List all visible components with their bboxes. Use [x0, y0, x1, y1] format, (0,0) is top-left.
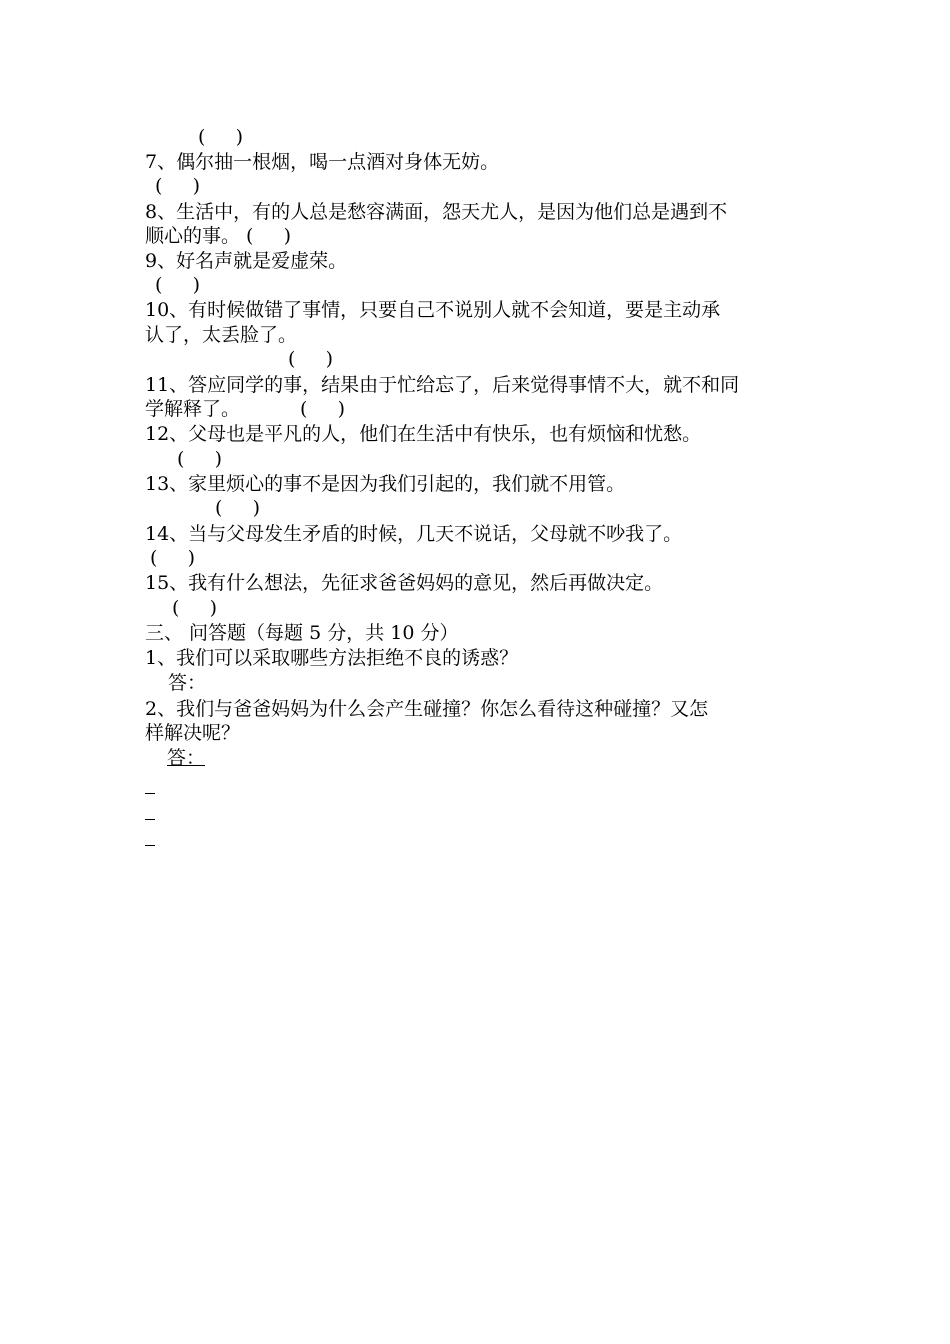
answer-blank-line [145, 793, 155, 794]
question-13: 13、家里烦心的事不是因为我们引起的，我们就不用管。 [145, 473, 626, 495]
essay-answer-label-2: 答： [167, 747, 206, 769]
question-8-line-1: 8、生活中，有的人总是愁容满面，怨天尤人，是因为他们总是遇到不 [145, 201, 728, 223]
answer-bracket-12: ( ) [177, 448, 223, 470]
essay-question-1: 1、我们可以采取哪些方法拒绝不良的诱惑？ [145, 647, 519, 669]
essay-answer-label-1: 答： [168, 672, 207, 694]
question-15: 15、我有什么想法，先征求爸爸妈妈的意见，然后再做决定。 [145, 572, 664, 594]
answer-blank-line [145, 845, 155, 846]
answer-bracket-10: ( ) [288, 348, 334, 370]
question-10-line-1: 10、有时候做错了事情，只要自己不说别人就不会知道，要是主动承 [145, 299, 721, 321]
answer-bracket-15: ( ) [172, 597, 218, 619]
question-10-line-2: 认了，太丢脸了。 [145, 324, 298, 346]
question-11-line-2: 学解释了。 [145, 398, 241, 420]
question-11-line-1: 11、答应同学的事，结果由于忙给忘了，后来觉得事情不大，就不和同 [145, 374, 740, 396]
question-8-line-2: 顺心的事。 ( ) [145, 225, 292, 247]
question-14: 14、当与父母发生矛盾的时候，几天不说话，父母就不吵我了。 [145, 523, 683, 545]
answer-bracket-6: ( ) [198, 126, 244, 148]
question-9: 9、好名声就是爱虚荣。 [145, 250, 348, 272]
answer-blank-line [145, 819, 155, 820]
answer-bracket-7: ( ) [155, 175, 201, 197]
answer-bracket-14: ( ) [150, 547, 196, 569]
essay-question-2-line-2: 样解决呢？ [145, 722, 241, 744]
essay-question-2-line-1: 2、我们与爸爸妈妈为什么会产生碰撞？你怎么看待这种碰撞？又怎 [145, 698, 709, 720]
answer-bracket-11: ( ) [300, 398, 346, 420]
section-3-heading: 三、 问答题（每题 5 分，共 10 分） [145, 622, 459, 644]
question-12: 12、父母也是平凡的人，他们在生活中有快乐，也有烦恼和忧愁。 [145, 423, 702, 445]
answer-bracket-13: ( ) [215, 497, 261, 519]
answer-bracket-9: ( ) [155, 274, 201, 296]
question-7: 7、偶尔抽一根烟，喝一点酒对身体无妨。 [145, 151, 500, 173]
